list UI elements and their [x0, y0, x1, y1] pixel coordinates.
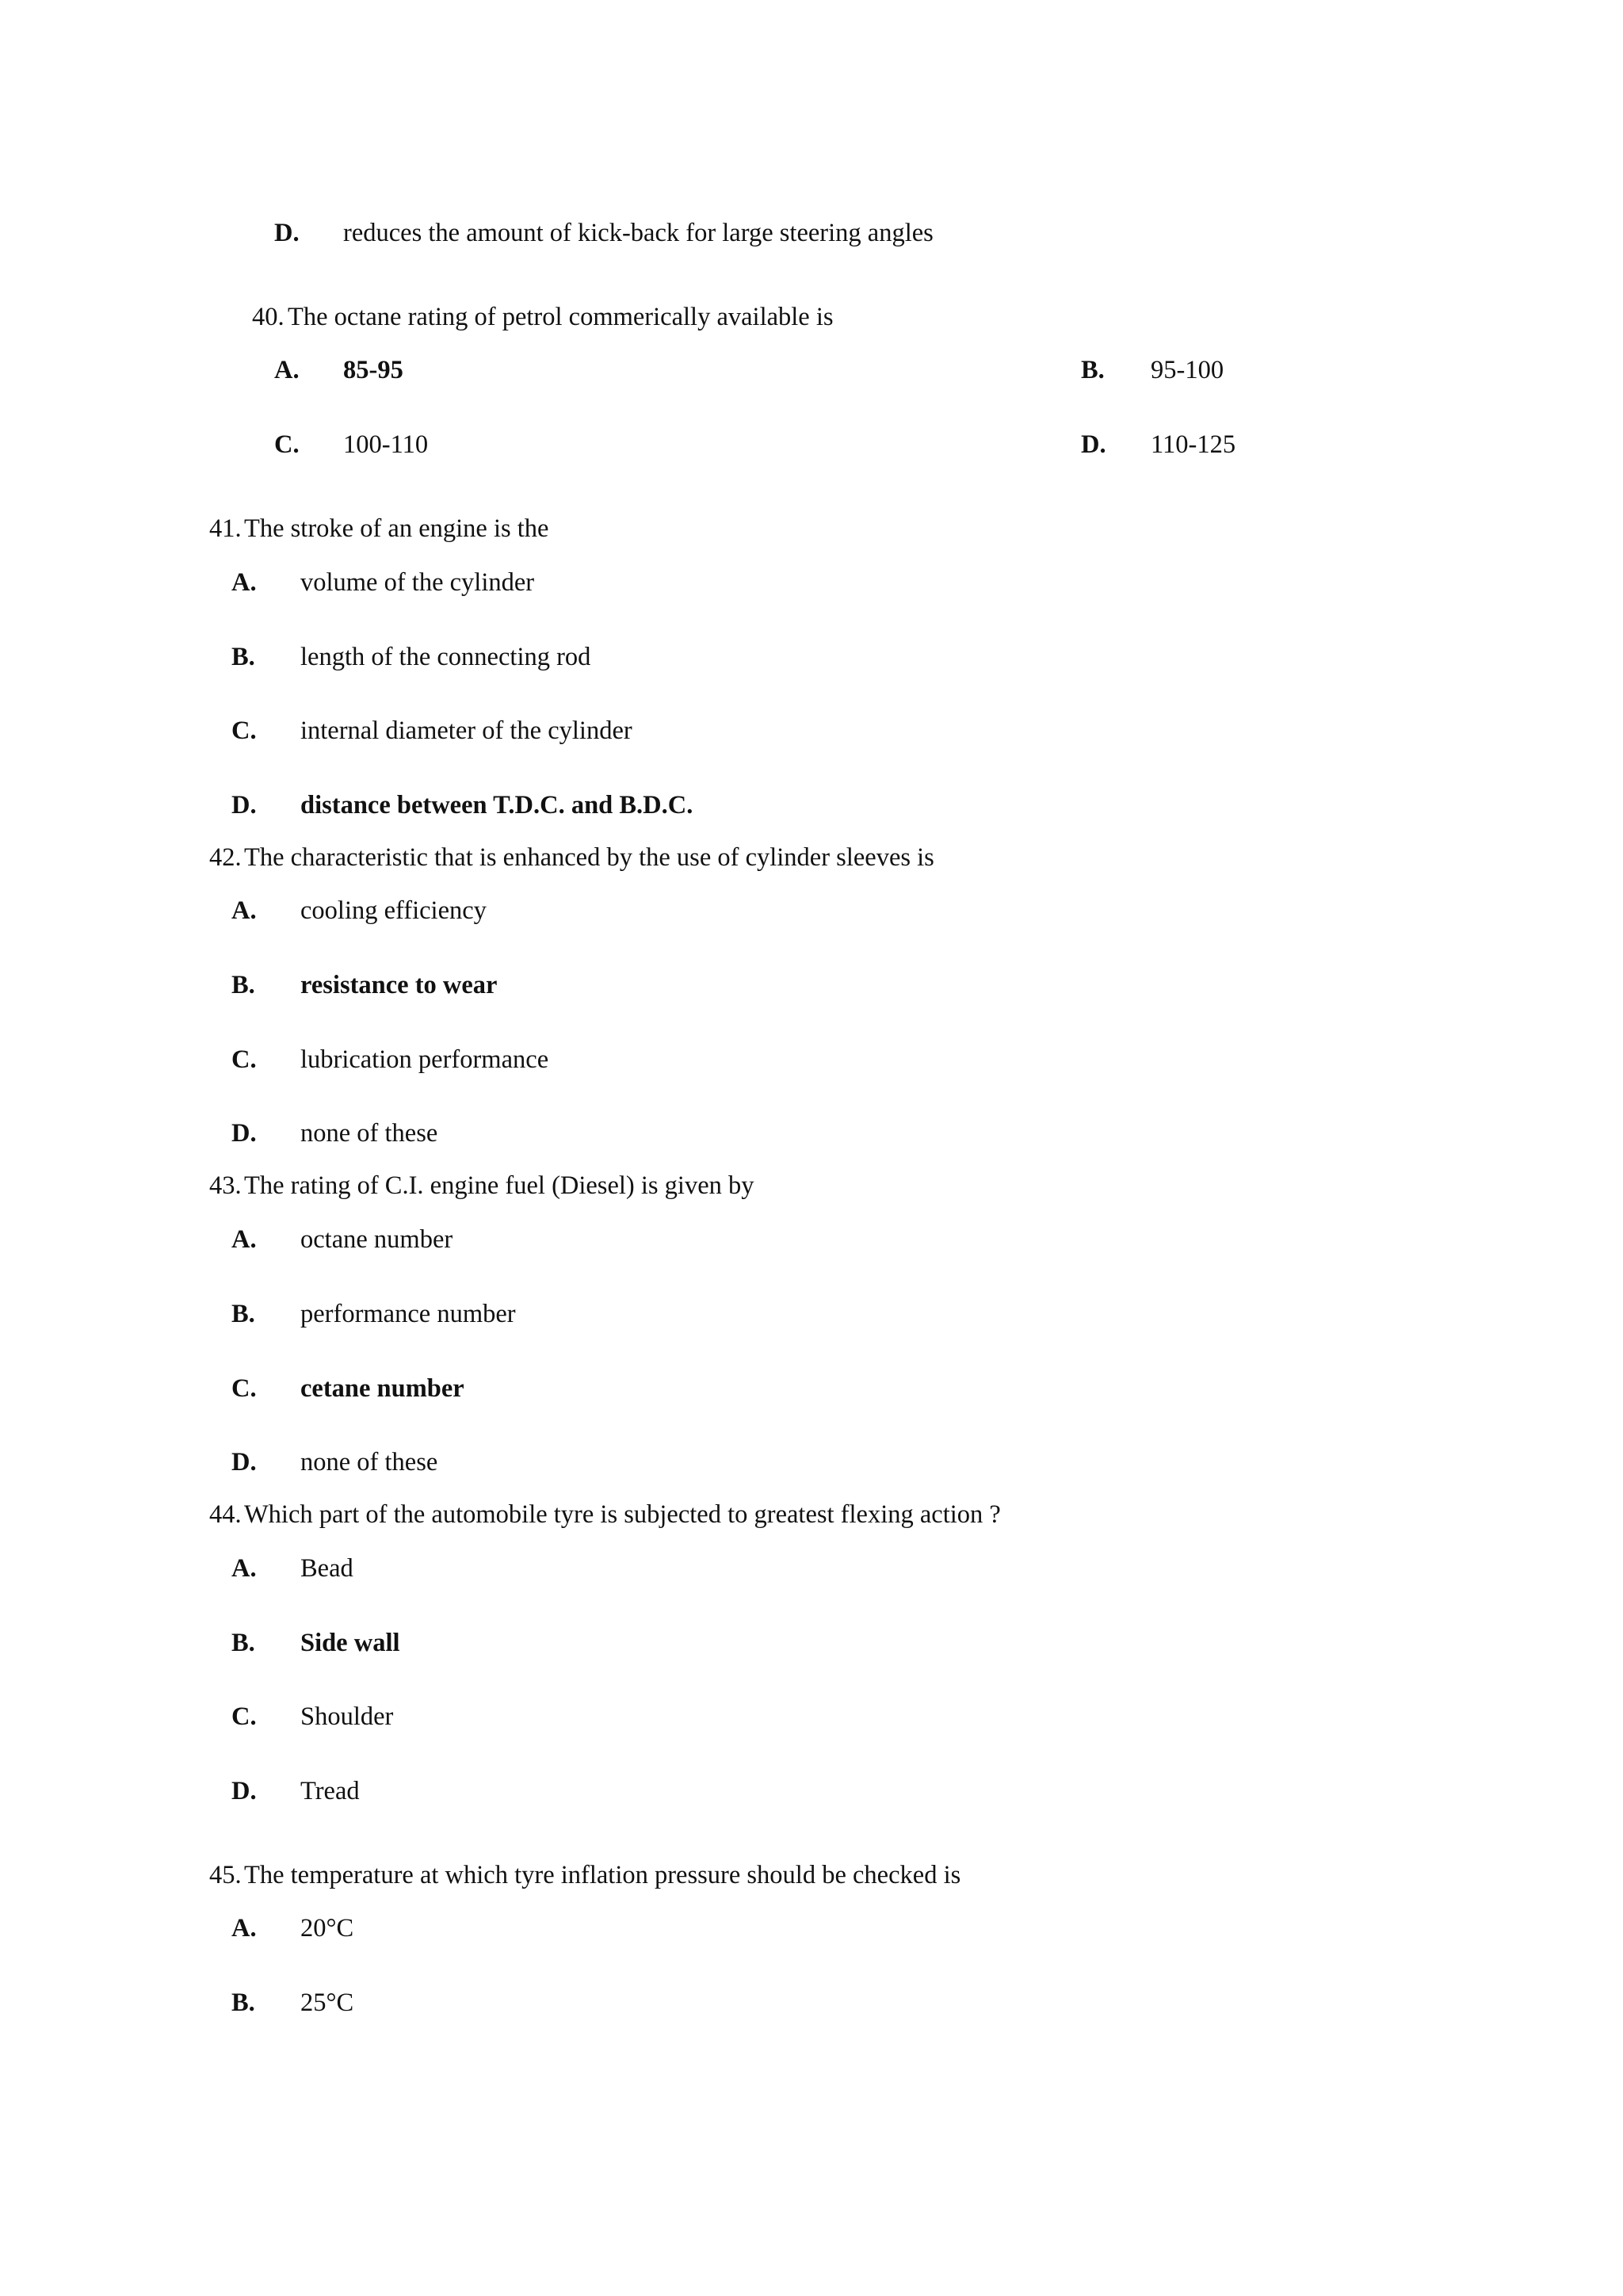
option-text: lubrication performance — [300, 1045, 549, 1074]
option-text: none of these — [300, 1448, 438, 1477]
option-text: 20°C — [300, 1914, 354, 1943]
option-letter: B. — [231, 643, 255, 671]
option-letter: C. — [274, 430, 300, 459]
question-text: The octane rating of petrol commerically available is — [288, 303, 834, 331]
option-text: Tread — [300, 1777, 360, 1805]
option-letter: D. — [231, 1448, 257, 1477]
option-letter: B. — [231, 1988, 255, 2017]
question-number: 45. — [209, 1861, 242, 1889]
question-number: 40. — [252, 303, 285, 331]
option-letter: C. — [231, 1374, 257, 1403]
question-number: 43. — [209, 1171, 242, 1200]
question-number: 41. — [209, 514, 242, 543]
option-text: internal diameter of the cylinder — [300, 716, 632, 745]
option-text: reduces the amount of kick-back for large steering angles — [343, 219, 934, 247]
option-text-correct: Side wall — [300, 1629, 400, 1657]
option-text: octane number — [300, 1225, 453, 1254]
option-letter: B. — [1081, 356, 1105, 384]
option-text: Shoulder — [300, 1702, 394, 1731]
question-number: 44. — [209, 1500, 242, 1529]
question-text: The temperature at which tyre inflation pressure should be checked is — [244, 1861, 961, 1889]
option-text: cooling efficiency — [300, 896, 487, 925]
question-text: The stroke of an engine is the — [244, 514, 549, 543]
option-text: 95-100 — [1151, 356, 1224, 384]
option-text-correct: 85-95 — [343, 356, 403, 384]
option-text-correct: distance between T.D.C. and B.D.C. — [300, 791, 693, 819]
option-letter: D. — [231, 791, 257, 819]
option-letter: D. — [231, 1119, 257, 1148]
option-letter: A. — [231, 1554, 257, 1583]
option-text: none of these — [300, 1119, 438, 1148]
question-text: Which part of the automobile tyre is subjected to greatest flexing action ? — [244, 1500, 1001, 1529]
option-text: performance number — [300, 1300, 516, 1328]
option-letter: A. — [231, 896, 257, 925]
option-letter: C. — [231, 1702, 257, 1731]
option-text: 110-125 — [1151, 430, 1236, 459]
option-letter: D. — [231, 1777, 257, 1805]
option-letter: C. — [231, 1045, 257, 1074]
option-text: 100-110 — [343, 430, 429, 459]
option-letter: D. — [274, 219, 300, 247]
option-letter: B. — [231, 1629, 255, 1657]
option-letter: B. — [231, 971, 255, 999]
option-letter: D. — [1081, 430, 1106, 459]
option-letter: A. — [231, 1914, 257, 1943]
option-text: 25°C — [300, 1988, 354, 2017]
option-letter: A. — [274, 356, 300, 384]
option-text-correct: cetane number — [300, 1374, 464, 1403]
question-text: The rating of C.I. engine fuel (Diesel) is given by — [244, 1171, 754, 1200]
option-text-correct: resistance to wear — [300, 971, 498, 999]
option-text: length of the connecting rod — [300, 643, 591, 671]
option-letter: A. — [231, 1225, 257, 1254]
question-text: The characteristic that is enhanced by the use of cylinder sleeves is — [244, 843, 934, 872]
option-text: volume of the cylinder — [300, 568, 535, 597]
option-letter: A. — [231, 568, 257, 597]
option-letter: C. — [231, 716, 257, 745]
option-letter: B. — [231, 1300, 255, 1328]
option-text: Bead — [300, 1554, 353, 1583]
question-number: 42. — [209, 843, 242, 872]
